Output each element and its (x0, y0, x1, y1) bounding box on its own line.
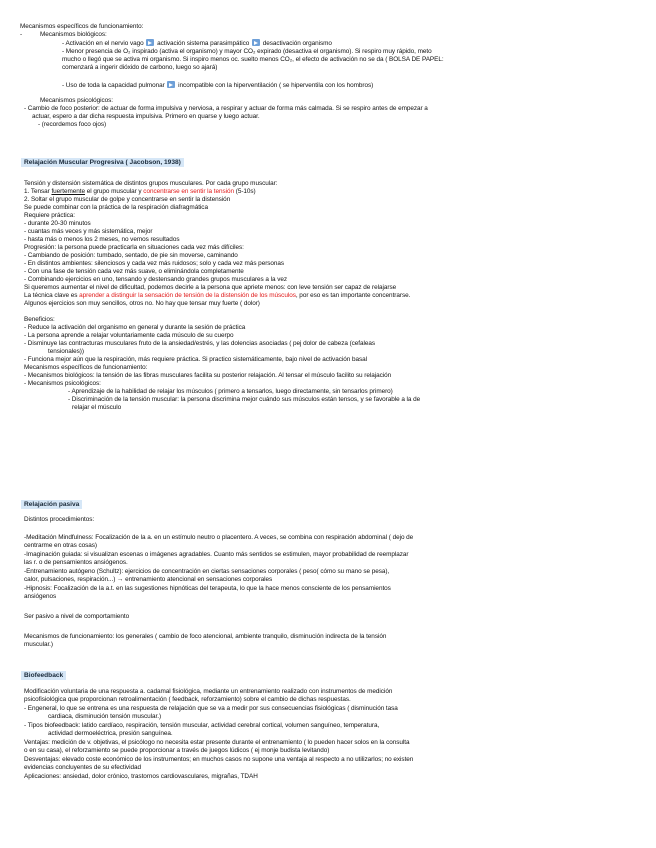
text-line: - Con una fase de tensión cada vez más suave, o eliminándola completamente (24, 268, 244, 275)
text-line: - La persona aprende a relajar voluntariamente cada músculo de su cuerpo (24, 332, 234, 339)
section-header-pasiva: Relajación pasiva (21, 500, 82, 509)
text-line: - Engeneral, lo que se entrena es una respuesta de relajación que se va a medir por sus consecuencias fisiológicas ( disminución tasa (24, 705, 398, 712)
highlighted-text: aprender a distinguir la sensación de tensión de la distensión de los músculos (79, 292, 296, 299)
line-text: - Uso de toda la capacidad pulmonar (62, 82, 165, 89)
text-line: Si queremos aumentar el nivel de dificultad, podemos decirle a la persona que apriete menos: con leve tensión ser capaz de relajarse (24, 284, 397, 291)
text-line: Requiere práctica: (24, 212, 75, 219)
key-technique-line (24, 292, 410, 300)
key-text: , por eso es tan importante concentrarse. (295, 292, 411, 299)
text-line: calor, pulsaciones, respiración...) → entrenamiento atencional en sensaciones corporales (24, 576, 273, 583)
text-line: -Entrenamiento autógeno (Schultz): ejercicios de concentración en ciertas sensaciones corporales ( peso( cómo su mano se pesa), (24, 568, 390, 575)
step-text: 1. Tensar (24, 188, 52, 195)
section-header-biofeedback: Biofeedback (21, 671, 66, 680)
text-line: - Tipos biofeedback: latido cardíaco, respiración, tensión muscular, actividad cerebral cortical, volumen sanguíneo, temperatura, (24, 722, 380, 729)
text-line: - Mecanismos biológicos: la tensión de las fibras musculares facilita su posterior relajación. Al tensar el músculo facilito su relajación (24, 372, 392, 379)
text-line: Tensión y distensión sistemática de distintos grupos musculares. Por cada grupo muscular: (24, 180, 278, 187)
text-line: relajar el músculo (72, 404, 122, 411)
underlined-text: fuertemente (51, 188, 86, 195)
section-header-progresiva: Relajación Muscular Progresiva ( Jacobson, 1938) (21, 158, 184, 167)
text-line: las r. o de pensamientos ansiógenos. (24, 559, 128, 566)
text-line: -Hipnosis: Focalización de la a.t. en las sugestiones hipnóticas del terapeuta, lo que la hace menos consciente de los pensamientos (24, 585, 391, 592)
arrow-right-icon (167, 81, 175, 88)
line-text: activación sistema parasimpático (157, 40, 250, 47)
text-line: - Reduce la activación del organismo en general y durante la sesión de práctica (24, 324, 246, 331)
key-text: La técnica clave es (24, 292, 80, 299)
text-line: Algunos ejercicios son muy sencillos, otros no. No hay que tensar muy fuerte ( dolor) (24, 300, 260, 307)
text-line: - Funciona mejor aún que la respiración, más requiere práctica. Si practico sistemáticamente, bajo nivel de activación basal (24, 356, 367, 363)
text-line: - (20, 31, 23, 38)
text-line: - Cambiando de posición: tumbado, sentado, de pie sin moverse, caminando (24, 252, 238, 259)
text-line: - Mecanismos psicológicos: (24, 380, 101, 387)
text-line: Mecanismos psicológicos: (40, 97, 114, 104)
text-line: Mecanismos específicos de funcionamiento: (20, 23, 144, 30)
text-line: evidencias concluyentes de su efectividad (24, 764, 141, 771)
text-line: -Meditación Mindfulness: Focalización de la a. en un estímulo neutro o placentero. A veces, se combina con respiración abdominal ( dejo de (24, 534, 414, 541)
text-line: Se puede combinar con la práctica de la respiración diafragmática (24, 204, 208, 211)
text-line: - En distintos ambientes: silenciosos y cada vez más ruidosos; solo y cada vez más personas (24, 260, 285, 267)
text-line: Ser pasivo a nivel de comportamiento (24, 613, 130, 620)
highlighted-text: concentrarse en sentir la tensión (143, 188, 235, 195)
text-line: - (recordemos foco ojos) (38, 121, 107, 128)
text-line: - Cambio de foco posterior: de actuar de forma impulsiva y nerviosa, a respirar y actuar de forma más calmada. Si se respiro antes de empezar a (24, 105, 428, 112)
text-line: -Imaginación guiada: si visualizan escenas o imágenes agradables. Cuanto más sentidos se estimulen, mayor probabilidad de reemplazar (24, 551, 409, 558)
text-line: centrarme en otras cosas) (24, 542, 97, 549)
text-line: Desventajas: elevado coste económico de los instrumentos; en muchos casos no supone una ventaja al respecto a no utilizarlos; no existen (24, 756, 414, 763)
text-line: tensionales)) (48, 348, 84, 355)
text-line: - cuantas más veces y más sistemática, mejor (24, 228, 153, 235)
text-line: Progresión: la persona puede practicarla en situaciones cada vez más difíciles: (24, 244, 244, 251)
text-line: - Combinando ejercicios en uno, tensando y destensando grandes grupos musculares a la vez (24, 276, 288, 283)
text-line: Mecanismos específicos de funcionamiento: (24, 364, 148, 371)
text-line: mucho o llegó que se activa mi organismo. Si inspiro menos oc. suelto menos CO₂, el efecto de activación no se da ( BOLSA DE PAPEL: (62, 56, 444, 63)
text-line: Mecanismos de funcionamiento: los generales ( cambio de foco atencional, ambiente tranquilo, disminución indirecta de la tensión (24, 633, 387, 640)
text-line: o en su casa), el reforzamiento se puede proporcionar a través de juegos lúdicos ( ej monje budista levitando) (24, 747, 330, 754)
step-1-line (24, 188, 256, 196)
text-line: psicofisiológica que proporcionan retroalimentación ( feedback, reforzamiento) sobre el cambio de dichas respuestas. (24, 696, 351, 703)
text-line: actuar, espero a dar dicha respuesta impulsiva. Primero en quarse y luego actuar. (32, 113, 260, 120)
text-line: - Aprendizaje de la habilidad de relajar los músculos ( primero a tensarlos, luego directamente, sin tensarlos primero) (68, 388, 393, 395)
text-line: ansiógenos (24, 593, 57, 600)
text-line: - Disminuye las contracturas musculares fruto de la ansiedad/estrés, y las dolencias asociadas ( pej dolor de cabeza (cefaleas (24, 340, 376, 347)
text-line: - Discriminación de la tensión muscular: la persona discrimina mejor cuándo sus músculos están tensos, y se favorable a la de (68, 396, 421, 403)
text-line: 2. Soltar el grupo muscular de golpe y concentrarse en sentir la distensión (24, 196, 231, 203)
text-line: - hasta más o menos los 2 meses, no vemos resultados (24, 236, 180, 243)
text-line: Mecanismos biológicos: (40, 31, 107, 38)
vagus-nerve-line (62, 39, 332, 48)
step-text: el grupo muscular y (85, 188, 144, 195)
text-line: comenzará a ingerir dióxido de carbono, luego so ajará) (62, 64, 218, 71)
step-text: (5-10s) (234, 188, 256, 195)
text-line: Beneficios: (24, 316, 55, 323)
text-line: Distintos procedimientos: (24, 516, 95, 523)
text-line: Aplicaciones: ansiedad, dolor crónico, trastornos cardiovasculares, migrañas, TDAH (24, 773, 258, 780)
line-text: desactivación organismo (262, 40, 332, 47)
oxygen-line: - Menor presencia de O₂ inspirado (activa el organismo) y mayor CO₂ expirado (desactiva el organismo). Si respiro muy rápido, meto (62, 48, 432, 55)
lung-capacity-line (62, 81, 373, 90)
text-line: muscular.) (24, 641, 53, 648)
text-line: - durante 20-30 minutos (24, 220, 91, 227)
arrow-right-icon (146, 39, 154, 46)
text-line: Modificación voluntaria de una respuesta a. cadamal fisiológica, mediante un entrenamiento realizado con instrumentos de medición (24, 688, 393, 695)
arrow-right-icon (252, 39, 260, 46)
text-line: Ventajas: medición de v. objetivas, el psicólogo no necesita estar presente durante el entrenamiento ( lo pueden hacer solos en la consulta (24, 739, 410, 746)
line-text: incompatible con la hiperventilación ( se hiperventila con los hombros) (178, 82, 374, 89)
line-text: - Activación en el nervio vago (62, 40, 144, 47)
text-line: actividad dermoeléctrica, presión sanguínea. (48, 730, 173, 737)
text-line: cardiaca, disminución tensión muscular.) (48, 713, 162, 720)
